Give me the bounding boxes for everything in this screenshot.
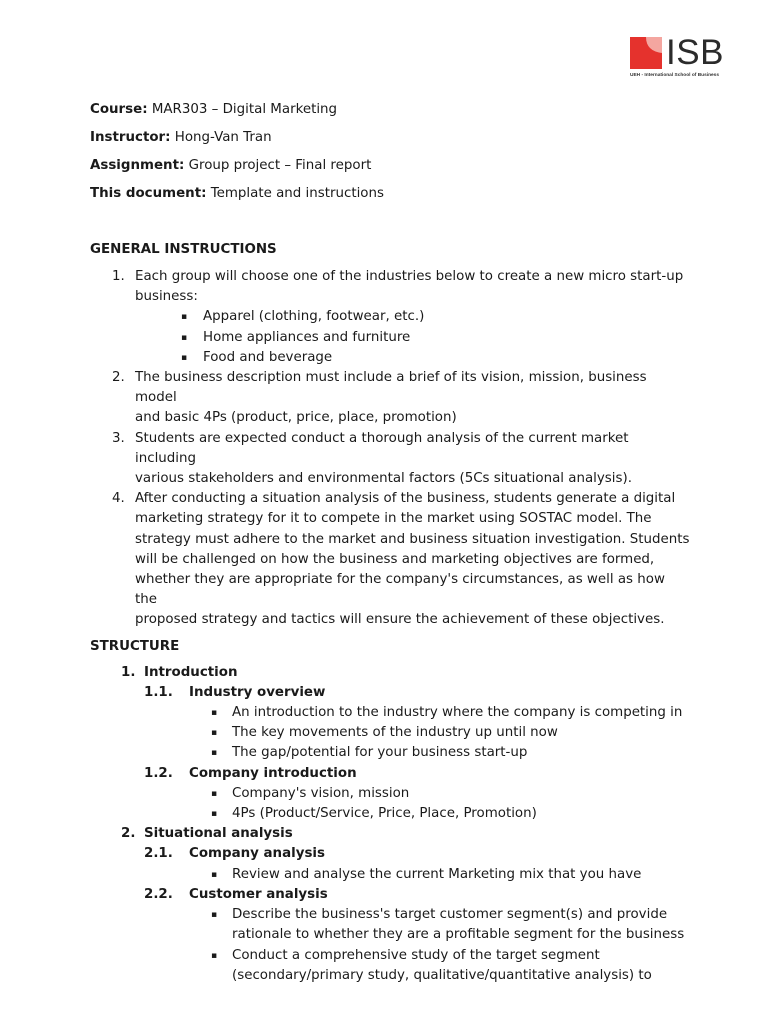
- bullet-text: Food and beverage: [203, 349, 333, 365]
- list-item-line: [90, 469, 690, 489]
- structure-bullet-line: [90, 723, 690, 743]
- bullet-item: [90, 348, 690, 368]
- list-item-line: [90, 489, 690, 509]
- meta-document: [90, 184, 690, 212]
- bullet-square-icon: ▪: [211, 869, 218, 880]
- list-number: 1.: [112, 269, 125, 284]
- list-item-line: [90, 408, 690, 428]
- subsection-title: Company introduction: [189, 765, 357, 781]
- meta-value: Group project – Final report: [184, 158, 372, 173]
- structure-bullet-line: [90, 946, 690, 966]
- bullet-square-icon: ▪: [211, 910, 218, 921]
- structure-bullet-line: [90, 865, 690, 885]
- meta-assignment: [90, 156, 690, 184]
- list-item-line: [90, 368, 690, 408]
- bullet-text: An introduction to the industry where the company is competing in: [232, 705, 683, 721]
- subsection-title: Company analysis: [189, 846, 325, 862]
- list-item-line: [90, 530, 690, 550]
- list-number: 4.: [112, 491, 125, 507]
- list-item-text: will be challenged on how the business and marketing objectives are formed,: [135, 551, 655, 567]
- section-number: 2.: [121, 826, 136, 842]
- bullet-text: Home appliances and furniture: [203, 329, 411, 345]
- list-item-line: [90, 570, 690, 610]
- structure-section: [90, 824, 690, 844]
- general-instructions-list: [90, 267, 690, 631]
- list-item-line: [90, 509, 690, 529]
- bullet-text: The gap/potential for your business start-up: [232, 745, 528, 761]
- bullet-square-icon: ▪: [181, 332, 188, 343]
- structure-bullet-line: [90, 743, 690, 763]
- structure-bullet-line: [90, 905, 690, 925]
- bullet-square-icon: ▪: [211, 748, 218, 759]
- bullet-square-icon: ▪: [211, 728, 218, 739]
- structure-bullet-line: [90, 925, 690, 945]
- structure-heading: STRUCTURE: [90, 638, 180, 654]
- meta-value: Hong-Van Tran: [170, 130, 272, 145]
- bullet-text: The key movements of the industry up until now: [232, 725, 558, 741]
- list-number: 3.: [112, 430, 125, 446]
- list-item-line: [90, 610, 690, 630]
- subsection-number: 1.1.: [144, 684, 173, 700]
- meta-label: Instructor:: [90, 130, 171, 145]
- structure-bullet-line: [90, 966, 690, 986]
- bullet-text: Review and analyse the current Marketing mix that you have: [232, 866, 642, 882]
- bullet-square-icon: ▪: [211, 950, 218, 961]
- structure-section: [90, 663, 690, 683]
- list-item-text: Each group will choose one of the industries below to create a new micro start-up: [135, 269, 684, 284]
- document-page: [90, 100, 690, 986]
- list-item-line: [90, 550, 690, 570]
- structure-bullet-line: [90, 804, 690, 824]
- bullet-text: Company's vision, mission: [232, 785, 410, 801]
- general-instructions-heading: GENERAL INSTRUCTIONS: [90, 242, 277, 257]
- list-item-text: After conducting a situation analysis of the business, students generate a digital: [135, 491, 676, 507]
- list-item-text: Students are expected conduct a thorough analysis of the current market including: [135, 430, 629, 466]
- list-item-text: and basic 4Ps (product, price, place, promotion): [135, 410, 457, 426]
- meta-course: [90, 100, 690, 128]
- bullet-square-icon: ▪: [211, 708, 218, 719]
- meta-instructor: [90, 128, 690, 156]
- bullet-text: 4Ps (Product/Service, Price, Place, Promotion): [232, 806, 537, 822]
- structure-subsection: [90, 764, 690, 784]
- list-item-text: business:: [135, 289, 198, 305]
- logo-tagline: UEH - International School of Business: [630, 73, 720, 78]
- bullet-item: [90, 328, 690, 348]
- list-item-text: marketing strategy for it to compete in the market using SOSTAC model. The: [135, 511, 652, 527]
- meta-label: This document:: [90, 186, 207, 201]
- bullet-square-icon: ▪: [181, 312, 188, 323]
- structure-bullet-line: [90, 784, 690, 804]
- bullet-text: (secondary/primary study, qualitative/quantitative analysis) to: [232, 967, 652, 983]
- subsection-number: 2.2.: [144, 886, 173, 902]
- bullet-square-icon: ▪: [211, 788, 218, 799]
- list-number: 2.: [112, 370, 125, 386]
- bullet-item: [90, 307, 690, 327]
- structure-bullet-line: [90, 703, 690, 723]
- bullet-text: Conduct a comprehensive study of the target segment: [232, 947, 600, 963]
- bullet-square-icon: ▪: [211, 809, 218, 820]
- list-item-text: The business description must include a brief of its vision, mission, business model: [135, 370, 647, 406]
- logo-text: ISB: [666, 33, 724, 72]
- list-item-text: proposed strategy and tactics will ensure the achievement of these objectives.: [135, 612, 665, 628]
- bullet-text: Apparel (clothing, footwear, etc.): [203, 309, 425, 325]
- list-item-line: [90, 429, 690, 469]
- meta-value: Template and instructions: [206, 186, 384, 201]
- list-item-text: whether they are appropriate for the company's circumstances, as well as how the: [135, 572, 665, 608]
- subsection-title: Industry overview: [189, 684, 326, 700]
- meta-value: MAR303 – Digital Marketing: [147, 102, 338, 117]
- list-item-text: various stakeholders and environmental factors (5Cs situational analysis).: [135, 471, 632, 487]
- structure-subsection: [90, 844, 690, 864]
- bullet-text: Describe the business's target customer segment(s) and provide: [232, 907, 668, 923]
- bullet-square-icon: ▪: [181, 352, 188, 363]
- meta-label: Course:: [90, 102, 148, 117]
- list-item-line: [90, 267, 690, 287]
- subsection-number: 1.2.: [144, 765, 173, 781]
- meta-block: [90, 100, 690, 212]
- structure-subsection: [90, 683, 690, 703]
- isb-logo: [630, 33, 730, 81]
- subsection-number: 2.1.: [144, 846, 173, 862]
- structure-subsection: [90, 885, 690, 905]
- subsection-title: Customer analysis: [189, 886, 328, 902]
- list-item-line: [90, 287, 690, 307]
- section-title: Introduction: [144, 664, 238, 680]
- list-item-text: strategy must adhere to the market and business situation investigation. Students: [135, 531, 690, 547]
- structure-list: [90, 663, 690, 986]
- section-title: Situational analysis: [144, 826, 293, 842]
- section-number: 1.: [121, 664, 136, 680]
- isb-logo-mark-icon: [630, 37, 662, 69]
- bullet-text: rationale to whether they are a profitable segment for the business: [232, 927, 685, 943]
- meta-label: Assignment:: [90, 158, 185, 173]
